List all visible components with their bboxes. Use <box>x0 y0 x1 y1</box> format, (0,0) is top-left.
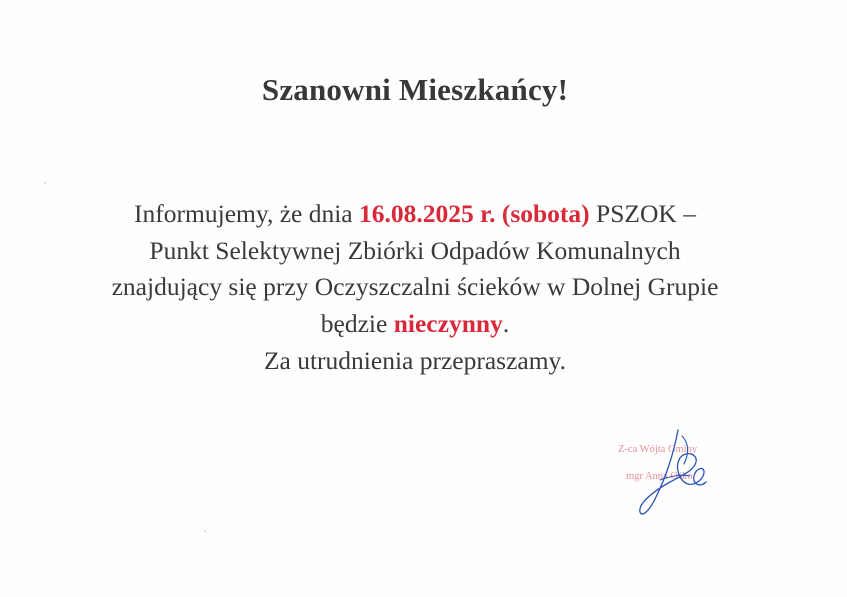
paragraph-line-1 <box>0 196 830 233</box>
document-title: Szanowni Mieszkańcy! <box>261 72 569 107</box>
paragraph-line-2: Punkt Selektywnej Zbiórki Odpadów Komunalnych <box>149 235 681 265</box>
announcement-paragraph <box>0 196 830 342</box>
scan-speck <box>204 530 206 532</box>
paragraph-line-3: znajdujący się przy Oczyszczalni ścieków w Dolnej Grupie <box>111 272 719 301</box>
closed-status: nieczynny <box>393 308 503 338</box>
paragraph-line-4 <box>0 306 830 343</box>
line4-prefix: będzie <box>320 308 394 338</box>
closure-date: 16.08.2025 r. (sobota) <box>358 199 590 228</box>
line1-prefix: Informujemy, że dnia <box>134 199 359 228</box>
line4-suffix: . <box>502 308 510 338</box>
apology-text: Za utrudnienia przepraszamy. <box>263 346 567 375</box>
line1-suffix: PSZOK – <box>589 199 696 228</box>
handwritten-signature <box>630 422 720 522</box>
stamp-line-1: Z-ca Wójta Gminy <box>618 444 698 455</box>
stamp-line-2: mgr Anna Ośko <box>626 471 693 482</box>
scan-speck <box>44 182 46 184</box>
